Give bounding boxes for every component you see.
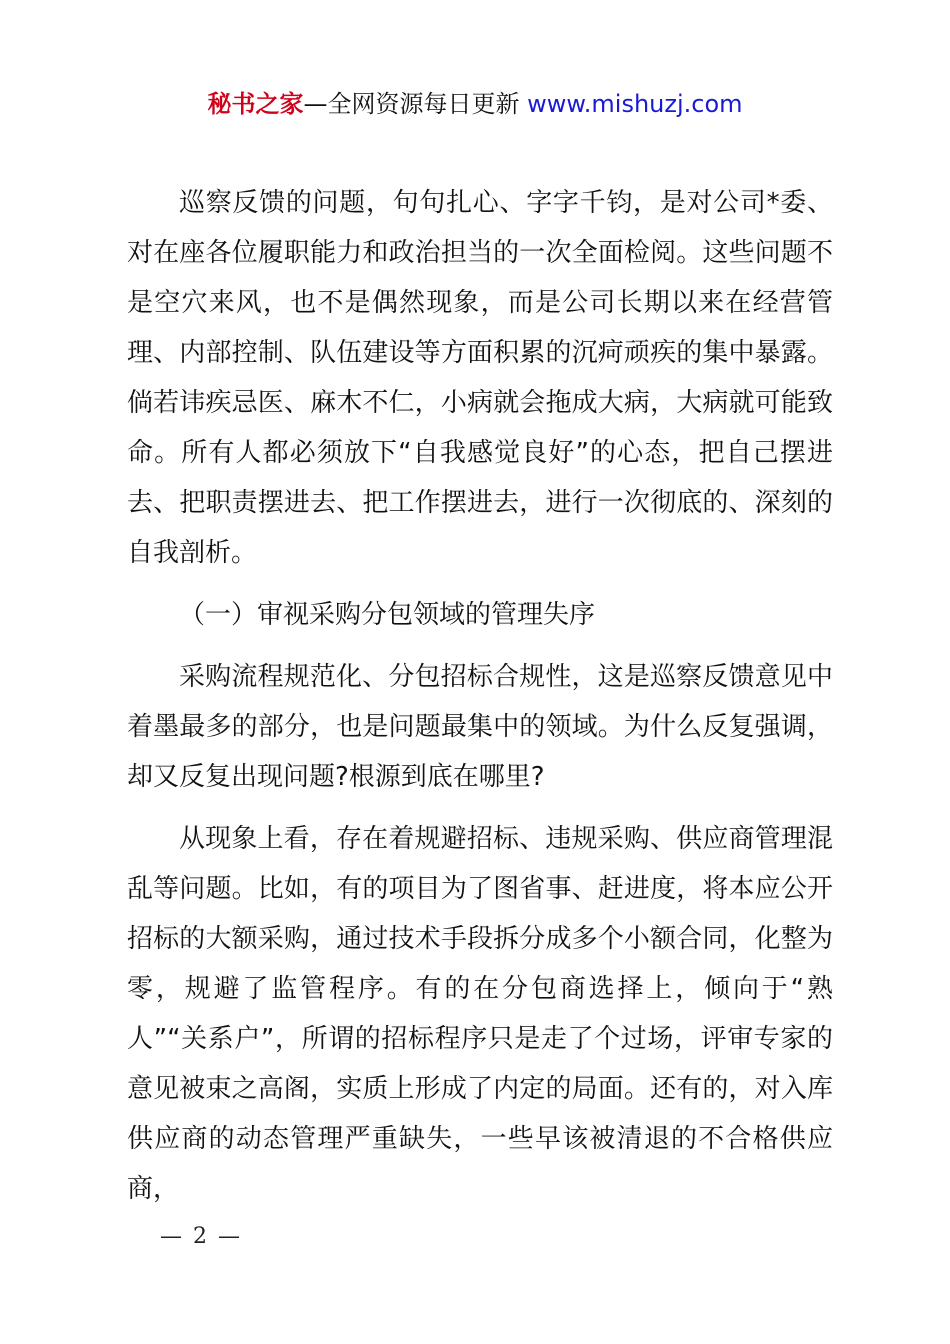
page-number: — 2 — [160, 1224, 242, 1249]
paragraph-intro: 巡察反馈的问题，句句扎心、字字千钧，是对公司*委、对在座各位履职能力和政治担当的一次全面检阅。这些问题不是空穴来风，也不是偶然现象，而是公司长期以来在经营管理、内部控制、队伍建设等方面积累的沉疴顽疾的集中暴露。倘若讳疾忌医、麻木不仁，小病就会拖成大病，大病就可能致命。所有人都必须放下“自我感觉良好”的心态，把自己摆进去、把职责摆进去、把工作摆进去，进行一次彻底的、深刻的自我剖析。 [127, 188, 833, 568]
site-brand: 秘书之家 [207, 90, 304, 118]
paragraph-phenomena: 从现象上看，存在着规避招标、违规采购、供应商管理混乱等问题。比如，有的项目为了图省事、赶进度，将本应公开招标的大额采购，通过技术手段拆分成多个小额合同，化整为零，规避了监管程序。有的在分包商选择上，倾向于“熟人”“关系户”，所谓的招标程序只是走了个过场，评审专家的意见被束之高阁，实质上形成了内定的局面。还有的，对入库供应商的动态管理严重缺失，一些早该被清退的不合格供应商， [127, 824, 833, 1204]
site-url-link[interactable]: www.mishuzj.com [527, 90, 743, 118]
document-body [127, 178, 833, 1214]
site-header [0, 88, 950, 120]
paragraph-procurement: 采购流程规范化、分包招标合规性，这是巡察反馈意见中着墨最多的部分，也是问题最集中的领域。为什么反复强调，却又反复出现问题?根源到底在哪里? [127, 662, 833, 792]
section-heading: （一）审视采购分包领域的管理失序 [179, 600, 596, 630]
site-tagline: —全网资源每日更新 [303, 90, 528, 118]
